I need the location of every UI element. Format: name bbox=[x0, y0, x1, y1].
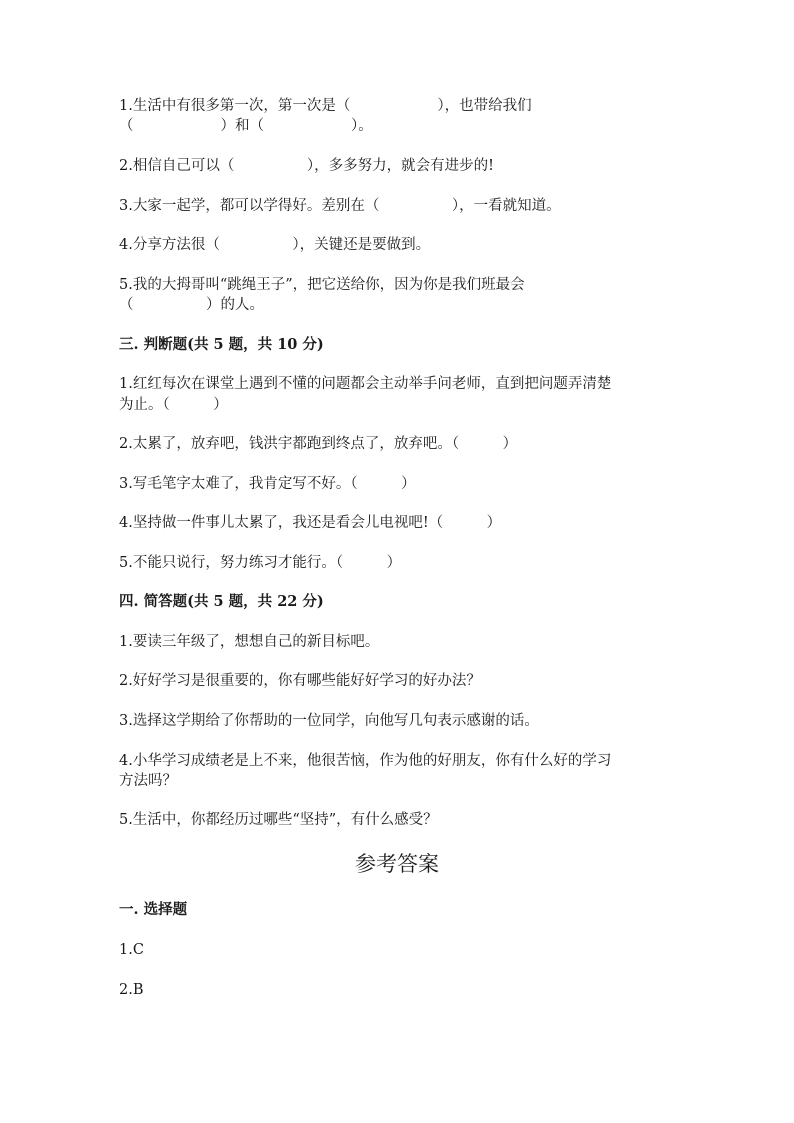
short-heading: 四. 简答题(共 5 题，共 22 分) bbox=[119, 593, 324, 610]
fill-q1-line2: （ ）和（ ）。 bbox=[119, 118, 373, 134]
judge-q1-line2: 为止。（ ） bbox=[119, 397, 228, 413]
judge-q3: 3.写毛笔字太难了，我肯定写不好。（ ） bbox=[119, 476, 416, 492]
fill-q5-line2: （ ）的人。 bbox=[119, 297, 264, 313]
short-q2: 2.好好学习是很重要的，你有哪些能好好学习的好办法？ bbox=[119, 673, 481, 689]
short-q4-line1: 4.小华学习成绩老是上不来，他很苦恼，作为他的好朋友，你有什么好的学习 bbox=[119, 753, 612, 769]
answer-1: 1.C bbox=[119, 942, 144, 958]
short-q3: 3.选择这学期给了你帮助的一位同学，向他写几句表示感谢的话。 bbox=[119, 713, 539, 729]
short-q5: 5.生活中，你都经历过哪些“坚持”，有什么感受？ bbox=[119, 812, 438, 828]
judge-q2: 2.太累了，放弃吧，钱洪宇都跑到终点了，放弃吧。（ ） bbox=[119, 436, 518, 452]
fill-q2: 2.相信自己可以（ ），多多努力，就会有进步的! bbox=[119, 158, 494, 174]
fill-q5-line1: 5.我的大拇哥叫“跳绳王子”，把它送给你，因为你是我们班最会 bbox=[119, 277, 525, 293]
judge-q1-line1: 1.红红每次在课堂上遇到不懂的问题都会主动举手问老师，直到把问题弄清楚 bbox=[119, 376, 612, 392]
answers-title: 参考答案 bbox=[355, 852, 439, 876]
short-q1: 1.要读三年级了，想想自己的新目标吧。 bbox=[119, 634, 380, 650]
short-q4-line2: 方法吗？ bbox=[119, 773, 177, 789]
judge-q5: 5.不能只说行，努力练习才能行。（ ） bbox=[119, 555, 402, 571]
fill-q4: 4.分享方法很（ ），关键还是要做到。 bbox=[119, 237, 431, 253]
fill-q3: 3.大家一起学，都可以学得好。差别在（ ），一看就知道。 bbox=[119, 198, 561, 214]
fill-q1-line1: 1.生活中有很多第一次，第一次是（ ），也带给我们 bbox=[119, 98, 532, 114]
judge-q4: 4.坚持做一件事儿太累了，我还是看会儿电视吧!（ ） bbox=[119, 515, 502, 531]
answer-2: 2.B bbox=[119, 982, 144, 998]
judge-heading: 三. 判断题(共 5 题，共 10 分) bbox=[119, 336, 324, 353]
answers-section1-heading: 一. 选择题 bbox=[119, 901, 188, 918]
